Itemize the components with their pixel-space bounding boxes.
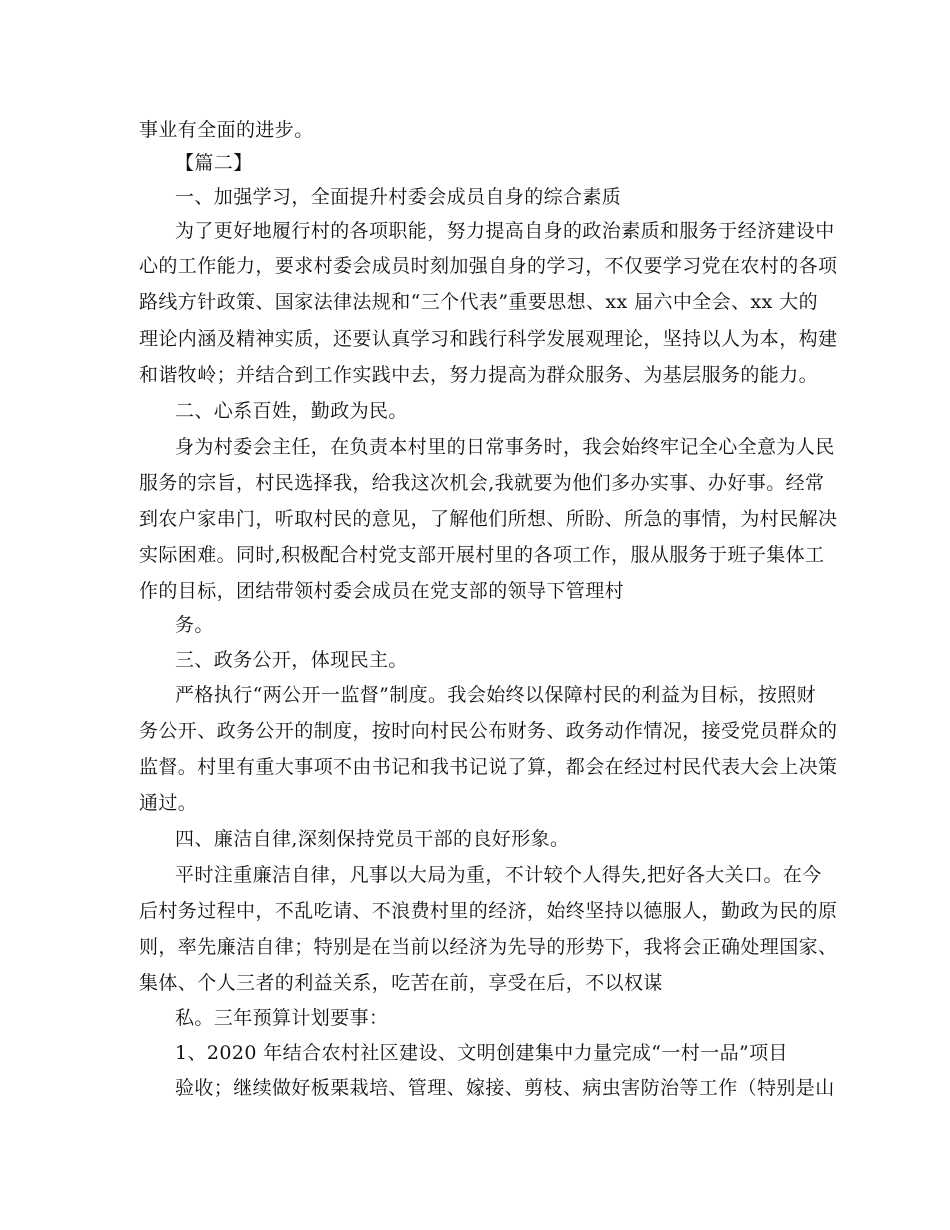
section-heading: 【篇二】 [175, 152, 253, 174]
section-heading: 四、廉洁自律,深刻保持党员干部的良好形象。 [175, 828, 570, 850]
paragraph-line: 作的目标，团结带领村委会成员在党支部的领导下管理村 [139, 580, 625, 602]
list-item: 1、2020 年结合农村社区建设、文明创建集中力量完成“一村一品”项目 [175, 1042, 788, 1064]
paragraph-line: 事业有全面的进步。 [139, 119, 314, 141]
paragraph-line: 理论内涵及精神实质，还要认真学习和践行科学发展观理论，坚持以人为本，构建 [139, 328, 838, 350]
paragraph-line: 通过。 [139, 792, 198, 814]
paragraph-line: 务公开、政务公开的制度，按时向村民公布财务、政务动作情况，接受党员群众的 [139, 720, 838, 742]
paragraph-line: 实际困难。同时,积极配合村党支部开展村里的各项工作，服从服务于班子集体工 [139, 544, 825, 566]
paragraph-line: 私。三年预算计划要事： [175, 1007, 389, 1029]
section-heading: 三、政务公开，体现民主。 [175, 649, 408, 671]
paragraph-line: 心的工作能力，要求村委会成员时刻加强自身的学习，不仅要学习党在农村的各项 [139, 255, 838, 277]
paragraph-line: 为了更好地履行村的各项职能，努力提高自身的政治素质和服务于经济建设中 [175, 220, 835, 242]
paragraph-line: 身为村委会主任，在负责本村里的日常事务时，我会始终牢记全心全意为人民 [175, 436, 835, 458]
paragraph-line: 监督。村里有重大事项不由书记和我书记说了算，都会在经过村民代表大会上决策 [139, 756, 838, 778]
paragraph-line: 务。 [175, 614, 214, 636]
paragraph-line: 验收；继续做好板栗栽培、管理、嫁接、剪枝、病虫害防治等工作（特别是山 [175, 1077, 835, 1099]
paragraph-line: 和谐牧岭；并结合到工作实践中去，努力提高为群众服务、为基层服务的能力。 [139, 364, 819, 386]
paragraph-line: 服务的宗旨，村民选择我，给我这次机会,我就要为他们多办实事、办好事。经常 [139, 472, 825, 494]
paragraph-line: 到农户家串门，听取村民的意见，了解他们所想、所盼、所急的事情，为村民解决 [139, 508, 838, 530]
section-heading: 一、加强学习，全面提升村委会成员自身的综合素质 [175, 186, 622, 208]
paragraph-line: 后村务过程中，不乱吃请、不浪费村里的经济，始终坚持以德服人，勤政为民的原 [139, 900, 838, 922]
paragraph-line: 路线方针政策、国家法律法规和“三个代表”重要思想、xx 届六中全会、xx 大的 [139, 291, 818, 313]
section-heading: 二、心系百姓，勤政为民。 [175, 400, 408, 422]
paragraph-line: 严格执行“两公开一监督”制度。我会始终以保障村民的利益为目标，按照财 [175, 684, 817, 706]
paragraph-line: 平时注重廉洁自律，凡事以大局为重，不计较个人得失,把好各大关口。在今 [175, 864, 822, 886]
paragraph-line: 集体、个人三者的利益关系，吃苦在前，享受在后，不以权谋 [139, 972, 663, 994]
paragraph-line: 则，率先廉洁自律；特别是在当前以经济为先导的形势下，我将会正确处理国家、 [139, 936, 838, 958]
